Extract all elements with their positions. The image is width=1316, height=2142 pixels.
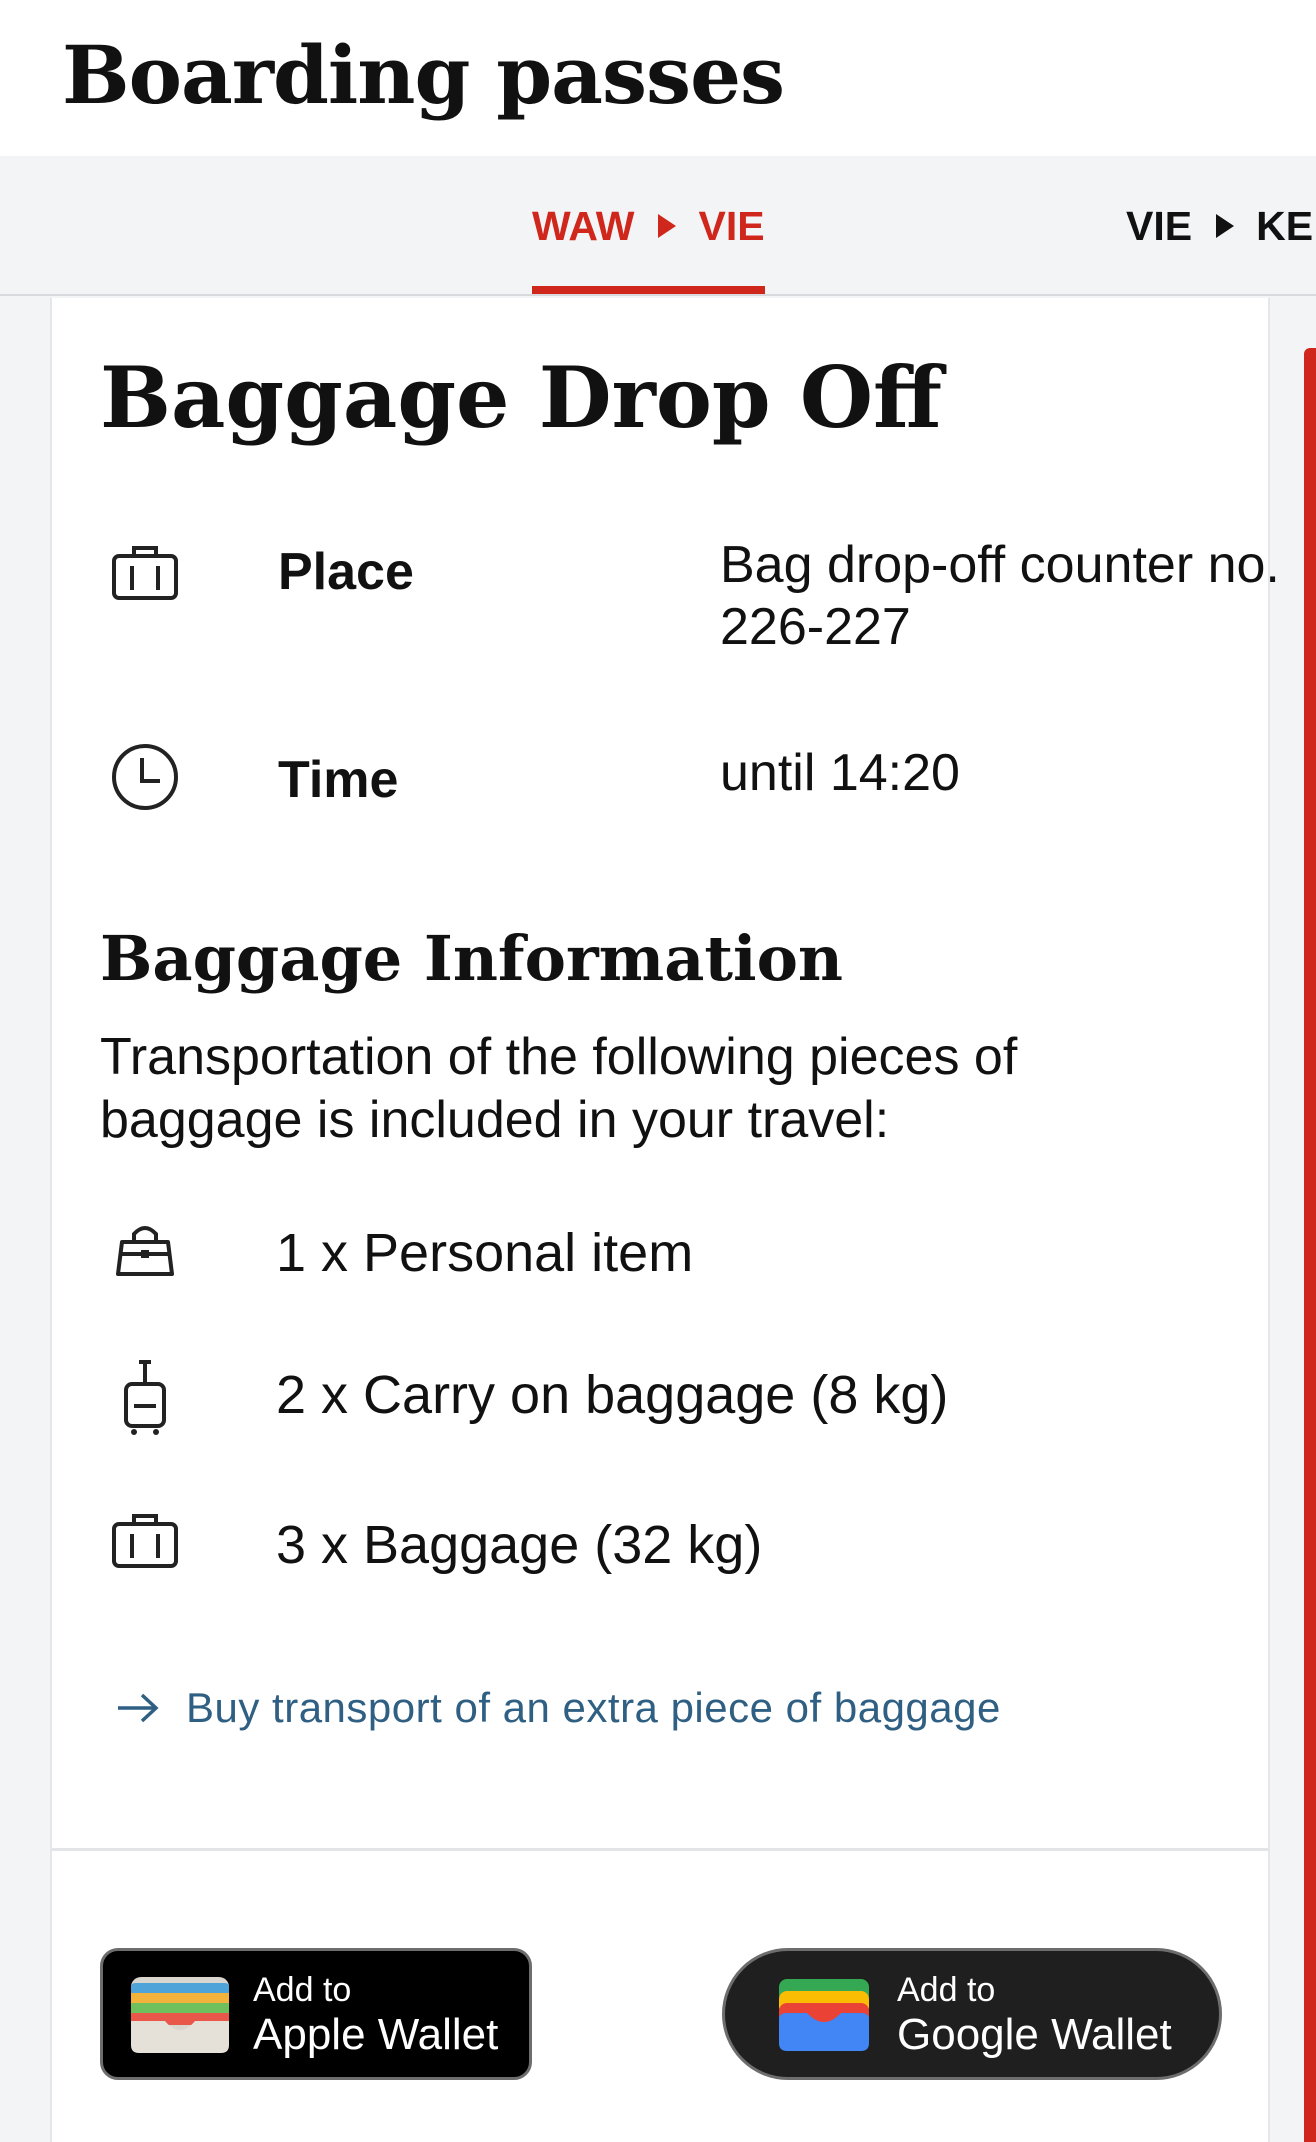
baggage-info-description: Transportation of the following pieces of baggage is included in your travel: (100, 1028, 1018, 1149)
arrow-right-icon (114, 1690, 162, 1726)
active-tab-indicator (532, 286, 765, 296)
apple-wallet-icon (129, 1975, 231, 2055)
time-row (110, 742, 1240, 822)
google-wallet-icon (773, 1975, 875, 2055)
bag-item-text: 1 x Personal item (276, 1223, 694, 1283)
tab-waw-vie[interactable] (532, 156, 765, 296)
card-title: Baggage Drop Off (100, 348, 942, 447)
bag-item-text: 3 x Baggage (32 kg) (276, 1515, 763, 1575)
place-row (110, 534, 1280, 656)
flight-tabs (0, 156, 1316, 296)
tab-from: VIE (1126, 202, 1193, 249)
buy-extra-baggage-link[interactable] (114, 1684, 1001, 1732)
play-arrow-icon (658, 214, 676, 238)
page-header (0, 0, 1316, 156)
play-arrow-icon (1216, 214, 1234, 238)
wallet-big-text: Apple Wallet (253, 2010, 499, 2059)
clock-icon (110, 742, 180, 812)
tab-to: KE (1256, 202, 1314, 249)
tab-from: WAW (532, 202, 635, 249)
apple-wallet-text (253, 1973, 498, 2057)
wallet-small-text: Add to (897, 1971, 996, 2009)
tab-to: VIE (698, 202, 765, 249)
bag-item-carry-on (110, 1358, 1240, 1438)
time-value: until 14:20 (720, 744, 960, 802)
handbag-icon (110, 1216, 180, 1286)
time-label: Time (278, 751, 399, 809)
bag-item-personal (110, 1216, 1240, 1296)
buy-link-text: Buy transport of an extra piece of baggage (186, 1684, 1001, 1731)
add-to-apple-wallet-button[interactable] (100, 1948, 532, 2080)
suitcase-icon (110, 1508, 180, 1578)
tab-vie-ke[interactable] (1126, 156, 1313, 296)
add-to-google-wallet-button[interactable] (722, 1948, 1222, 2080)
place-label: Place (278, 543, 414, 601)
wallet-big-text: Google Wallet (897, 2010, 1172, 2059)
next-card-edge (1304, 348, 1316, 2142)
place-value: Bag drop-off counter no. 226-227 (720, 536, 1280, 656)
carry-on-icon (110, 1358, 180, 1438)
baggage-info-title: Baggage Information (100, 922, 844, 995)
google-wallet-text (897, 1973, 1172, 2057)
wallet-small-text: Add to (253, 1971, 352, 2009)
baggage-card (50, 298, 1280, 2142)
bag-item-text: 2 x Carry on baggage (8 kg) (276, 1365, 949, 1425)
divider (52, 1848, 1268, 1851)
page-title: Boarding passes (62, 28, 785, 122)
suitcase-icon (110, 540, 180, 610)
bag-item-baggage (110, 1508, 1240, 1588)
